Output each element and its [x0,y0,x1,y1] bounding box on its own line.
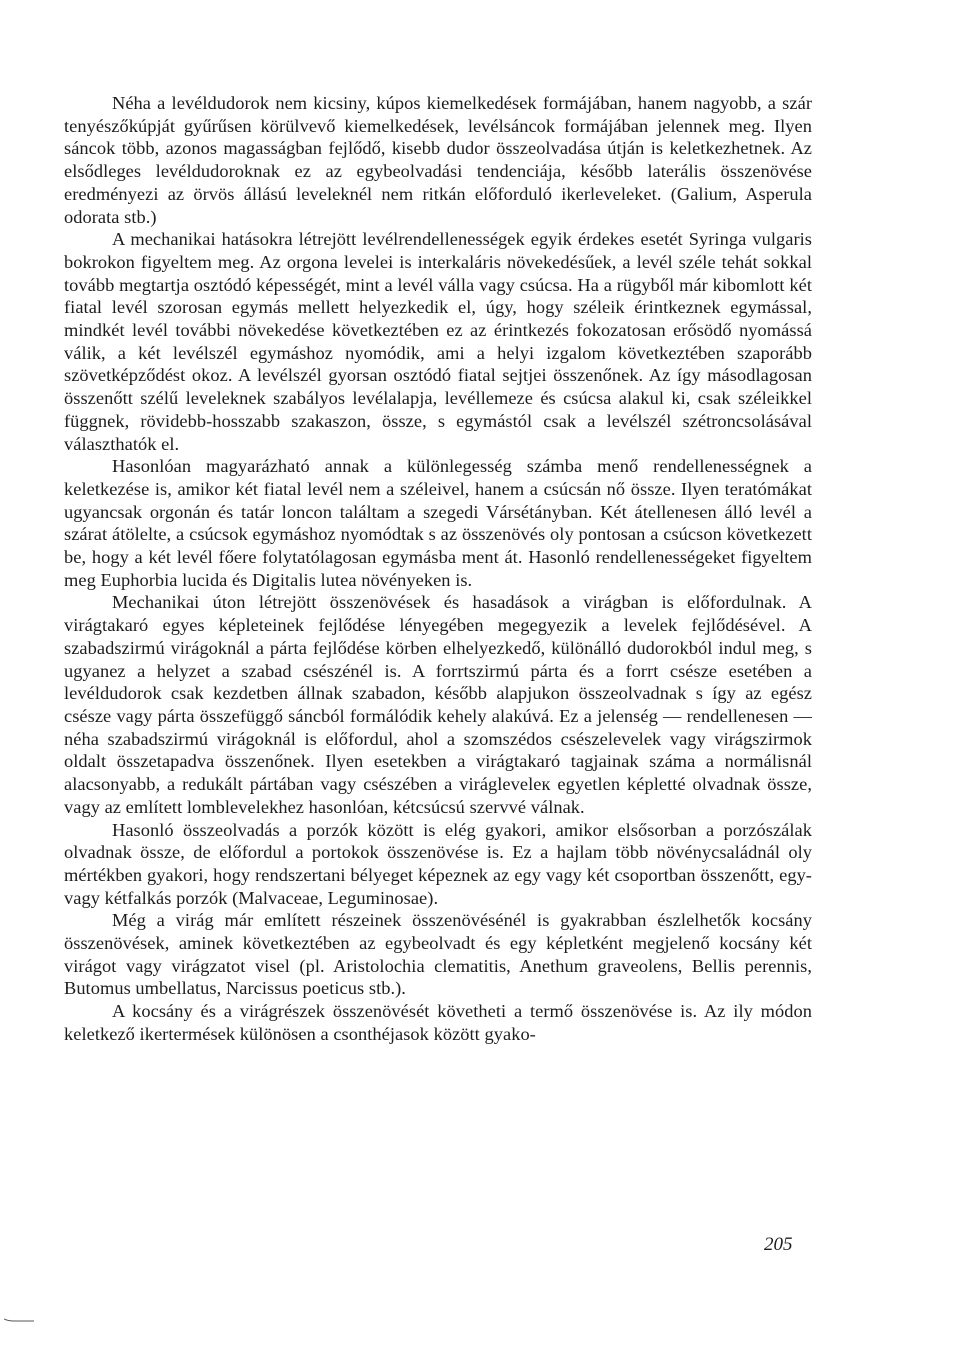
paragraph: A kocsány és a virágrészek összenövését követheti a termő összenövése is. Az ily módon keletkező ikertermések különösen a csonthéjasok között gyako- [64,1001,812,1044]
paragraph: Hasonlóan magyarázható annak a különlegesség számba menő rendellenességnek a keletkezése is, amikor két fiatal levél nem a széleivel, hanem a csúcsán nő össze. Ilyen teratómákat ugyancsak orgonán és tatár loncon találtam a szegedi Vársétányban. Két átellenesen álló levél a szárat átölelte, a csúcsok egymáshoz nyomódtak s az összenövés oly pontosan a csúcson következett be, hogy a két levél főere folytatólagosan egymásba ment át. Hasonló rendellenességeket figyeltem meg Euphorbia lucida és Digitalis lutea növényeken is. [64,456,812,590]
paragraph: Néha a levéldudorok nem kicsiny, kúpos kiemelkedések formájában, hanem nagyobb, a szár tenyészőkúpját gyűrűsen körülvevő kiemelkedések, levélsáncok formájában jelennek meg. Ilyen sáncok több, azonos magasságban fejlődő, kisebb dudor összeolvadása útján is keletkezhetnek. Az elsődleges levéldudoroknak ez az egybeolvadási tendenciája, később laterális összenövése eredményezi az örvös állású leveleknél nem ritkán előforduló ikerleveleket. (Galium, Asperula odorata stb.) [64,93,812,227]
paragraph: Mechanikai úton létrejött összenövések és hasadások a virágban is előfordulnak. A virágtakaró egyes képleteinek fejlődése lényegében megegyezik a levelek fejlődésével. A szabadszirmú virágoknál a párta fejlődése körben elhelyezkedő, különálló dudorokból indul meg, s ugyanez a helyzet a szabad csészénél is. A forrtszirmú párta és a forrt csésze esetében a levéldudorok csak kezdetben állnak szabadon, később alapjukon összeolvadnak s így az egész csésze vagy párta összefüggő sáncból formálódik kehely alakúvá. Ez a jelenség — rendellenesen — néha szabadszirmú virágoknál is előfordul, ahol a szomszédos csészelevelek vagy virágszirmok oldalt összetapadva összenőnek. Ilyen esetekben a virágtakaró tagjainak száma a normálisnál alacsonyabb, a redukált pártában vagy csészében a virágleveleк egyetlen képletté olvadnak össze, vagy az említett lomblevelekhez hasonlóan, kétcsúcsú szervvé válnak. [64,592,812,817]
scan-artifact-mark [4,1318,34,1322]
paragraph: Hasonló összeolvadás a porzók között is elég gyakori, amikor elsősorban a porzószálak olvadnak össze, de előfordul a portokok összenövése is. Ez a hajlam több növénycsaládnál oly mértékben gyakori, hogy rendszertani bélyeget képeznek az egy vagy két csoportban összenőtt, egy- vagy kétfalkás porzók (Malvaceae, Leguminosae). [64,819,812,908]
paragraph: Még a virág már említett részeinek összenövésénél is gyakrabban észlelhetők kocsány összenövések, aminek következtében az egybeolvadt és egy képletként megjelenő kocsány két virágot vagy virágzatot visel (pl. Aristolochia clematitis, Anethum graveolens, Bellis perennis, Butomus umbellatus, Narcissus poeticus stb.). [64,910,812,999]
paragraph: A mechanikai hatásokra létrejött levélrendellenességek egyik érdekes esetét Syringa vulgaris bokrokon figyeltem meg. Az orgona levelei is interkaláris növekedésűek, a levél széle tehát sokkal tovább megtartja osztódó képességét, mint a levél válla vagy csúcsa. Ha a rügyből már kibomlott két fiatal levél szorosan egymás mellett helyezkedik el, úgy, hogy széleik érintkeznek egymással, mindkét levél további növekedése következtében ez az érintkezés fokozatosan erősödő nyomássá válik, a két levélszél egymáshoz nyomódik, ami a helyi izgalom következtében szaporább szövetképződést okoz. A levélszél gyorsan osztódó fiatal sejtjei összenőnek. Az így másodlagosan összenőtt szélű leveleknek szabályos levélalapja, levéllemeze és csúcsa alakul ki, csak széleikkel függnek, rövidebb-hosszabb szakaszon, össze, s egymástól csak a levélszél szétroncsolásával választhatók el. [64,229,812,454]
page-body [64,92,812,1046]
page-number: 205 [764,1234,793,1255]
